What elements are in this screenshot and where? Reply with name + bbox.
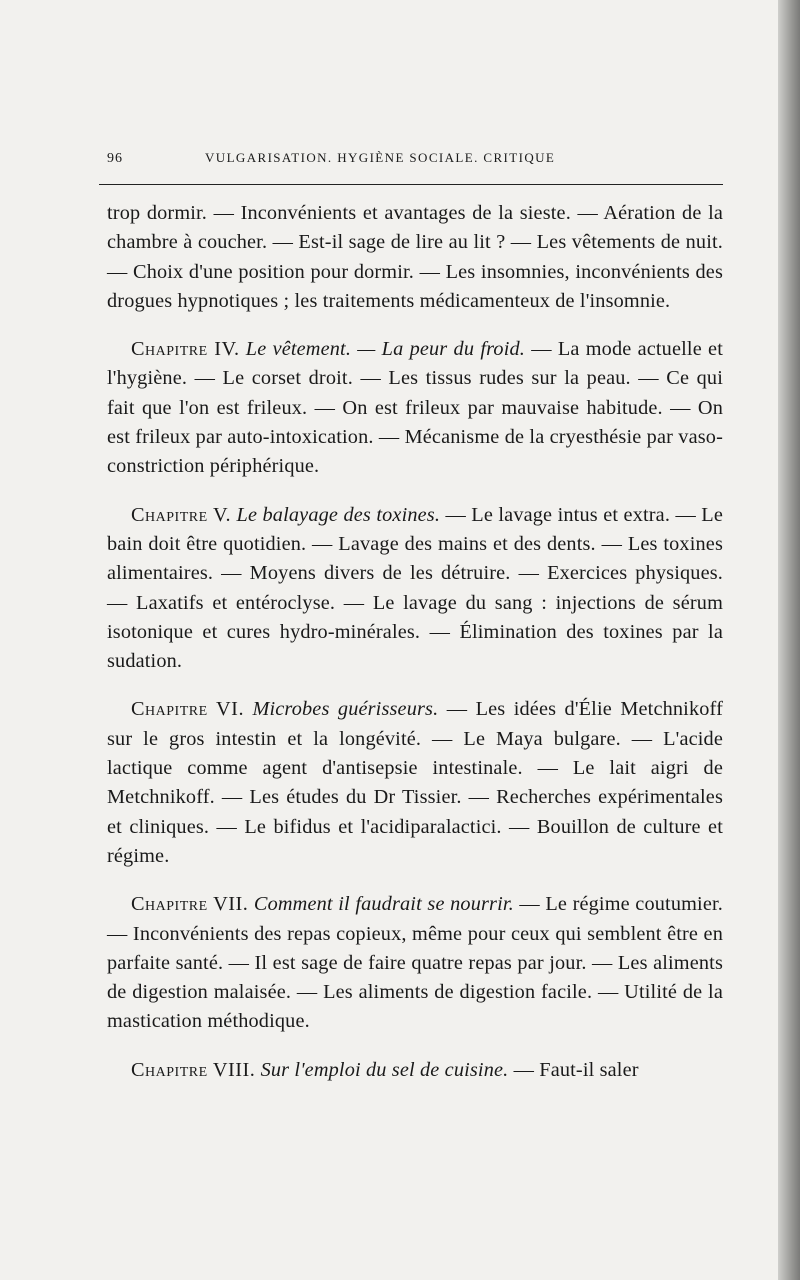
running-head-title: VULGARISATION. HYGIÈNE SOCIALE. CRITIQUE [205,150,556,165]
chapter-7-paragraph [107,890,723,1036]
running-head [99,150,723,185]
chapter-label: Chapitre V. [131,503,232,526]
paragraph-text: trop dormir. — Inconvénients et avantages de la sieste. — Aération de la chambre à coucher. — Est-il sage de lire au lit ? — Les vêtements de nuit. — Choix d'une position pour dormir. — Les insomnies, inconvénients des drogues hypnotiques ; les traitements médicamenteux de l'insomnie. [107,202,723,312]
chapter-8-paragraph [107,1056,723,1085]
paragraph-continuation [107,199,723,316]
chapter-label: Chapitre VIII. [131,1058,256,1081]
chapter-summary: — Le régime coutumier. — Inconvénients des repas copieux, même pour ceux qui semblent être en parfaite santé. — Il est sage de faire quatre repas par jour. — Les aliments de digestion malaisée. — Les aliments de digestion facile. — Utilité de la mastication méthodique. [107,893,723,1033]
book-page [107,150,723,1085]
chapter-label: Chapitre VII. [131,893,249,916]
chapter-title: Le balayage des toxines. [236,503,441,526]
chapter-label: Chapitre VI. [131,698,245,721]
chapter-label: Chapitre IV. [131,338,240,361]
page-content [107,199,723,1085]
chapter-summary: — La mode actuelle et l'hygiène. — Le corset droit. — Les tissus rudes sur la peau. — Ce qui fait que l'on est frileux. — On est frileux par mauvaise habitude. — On est frileux par auto-intoxication. — Mécanisme de la cryesthésie par vaso-constriction périphérique. [107,338,723,478]
chapter-6-paragraph [107,695,723,871]
chapter-5-paragraph [107,501,723,677]
page-edge-shadow [778,0,800,1280]
chapter-summary: — Le lavage intus et extra. — Le bain doit être quotidien. — Lavage des mains et des dents. — Les toxines alimentaires. — Moyens divers de les détruire. — Exercices physiques. — Laxatifs et entéroclyse. — Le lavage du sang : injections de sérum isotonique et cures hydro-minérales. — Élimination des toxines par la sudation. [107,503,723,673]
chapter-title: Microbes guérisseurs. [252,698,439,721]
chapter-title: Le vêtement. — La peur du froid. [245,338,525,361]
page-number: 96 [107,151,123,166]
chapter-summary: — Les idées d'Élie Metchnikoff sur le gros intestin et la longévité. — Le Maya bulgare. — L'acide lactique comme agent d'antisepsie intestinale. — Le lait aigri de Metchnikoff. — Les études du Dr Tissier. — Recherches expérimentales et cliniques. — Le bifidus et l'acidiparalactici. — Bouillon de culture et régime. [107,698,723,867]
chapter-summary: — Faut-il saler [508,1058,639,1081]
chapter-4-paragraph [107,335,723,481]
chapter-title: Sur l'emploi du sel de cuisine. [260,1058,509,1081]
chapter-title: Comment il faudrait se nourrir. [253,893,514,916]
